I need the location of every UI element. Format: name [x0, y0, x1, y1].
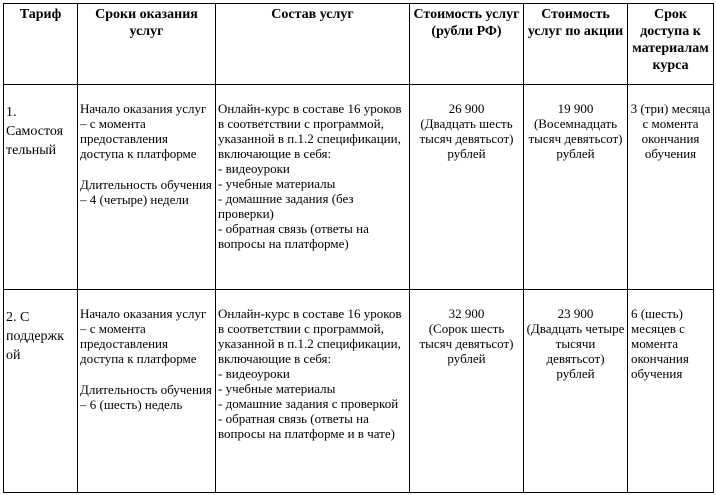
- header-access: Срок доступа к материалам курса: [628, 4, 714, 85]
- header-row: [4, 4, 714, 85]
- table-row: [4, 85, 714, 290]
- header-terms: Сроки оказания услуг: [78, 4, 216, 85]
- cell-composition: Онлайн-курс в составе 16 уроков в соответствии с программой, указанной в п.1.2 спецификации, включающие в себя: - видеоуроки - учебные материалы - домашние задания (без проверки) - обратная связь (ответы на вопросы на платформе): [216, 85, 410, 290]
- cell-access: 6 (шесть) месяцев с момента окончания обучения: [628, 290, 714, 493]
- header-composition: Состав услуг: [216, 4, 410, 85]
- header-price: Стоимость услуг (рубли РФ): [410, 4, 524, 85]
- terms-duration: Длительность обучения – 6 (шесть) недель: [80, 382, 212, 412]
- spacer: [80, 161, 213, 177]
- tariff-table-container: [3, 3, 714, 493]
- cell-terms: [78, 85, 216, 290]
- table-row: [4, 290, 714, 493]
- terms-duration: Длительность обучения – 4 (четыре) недели: [80, 177, 212, 207]
- cell-promo-price: 19 900 (Восемнадцать тысяч девятьсот) рублей: [524, 85, 628, 290]
- spacer: [80, 366, 213, 382]
- cell-price: 26 900 (Двадцать шесть тысяч девятьсот) рублей: [410, 85, 524, 290]
- tariff-table: [3, 3, 714, 493]
- cell-access: 3 (три) месяца с момента окончания обучения: [628, 85, 714, 290]
- cell-tariff: 2. С поддержк ой: [4, 290, 78, 493]
- cell-terms: [78, 290, 216, 493]
- terms-start: Начало оказания услуг – с момента предоставления доступа к платформе: [80, 101, 207, 161]
- cell-tariff: 1. Самостоя тельный: [4, 85, 78, 290]
- cell-promo-price: 23 900 (Двадцать четыре тысячи девятьсот) рублей: [524, 290, 628, 493]
- cell-composition: Онлайн-курс в составе 16 уроков в соответствии с программой, указанной в п.1.2 спецификации, включающие в себя: - видеоуроки - учебные материалы - домашние задания с проверкой - обратная связь (ответы на вопросы на платформе и в чате): [216, 290, 410, 493]
- header-promo-price: Стоимость услуг по акции: [524, 4, 628, 85]
- header-tariff: Тариф: [4, 4, 78, 85]
- cell-price: 32 900 (Сорок шесть тысяч девятьсот) рублей: [410, 290, 524, 493]
- terms-start: Начало оказания услуг – с момента предоставления доступа к платформе: [80, 306, 207, 366]
